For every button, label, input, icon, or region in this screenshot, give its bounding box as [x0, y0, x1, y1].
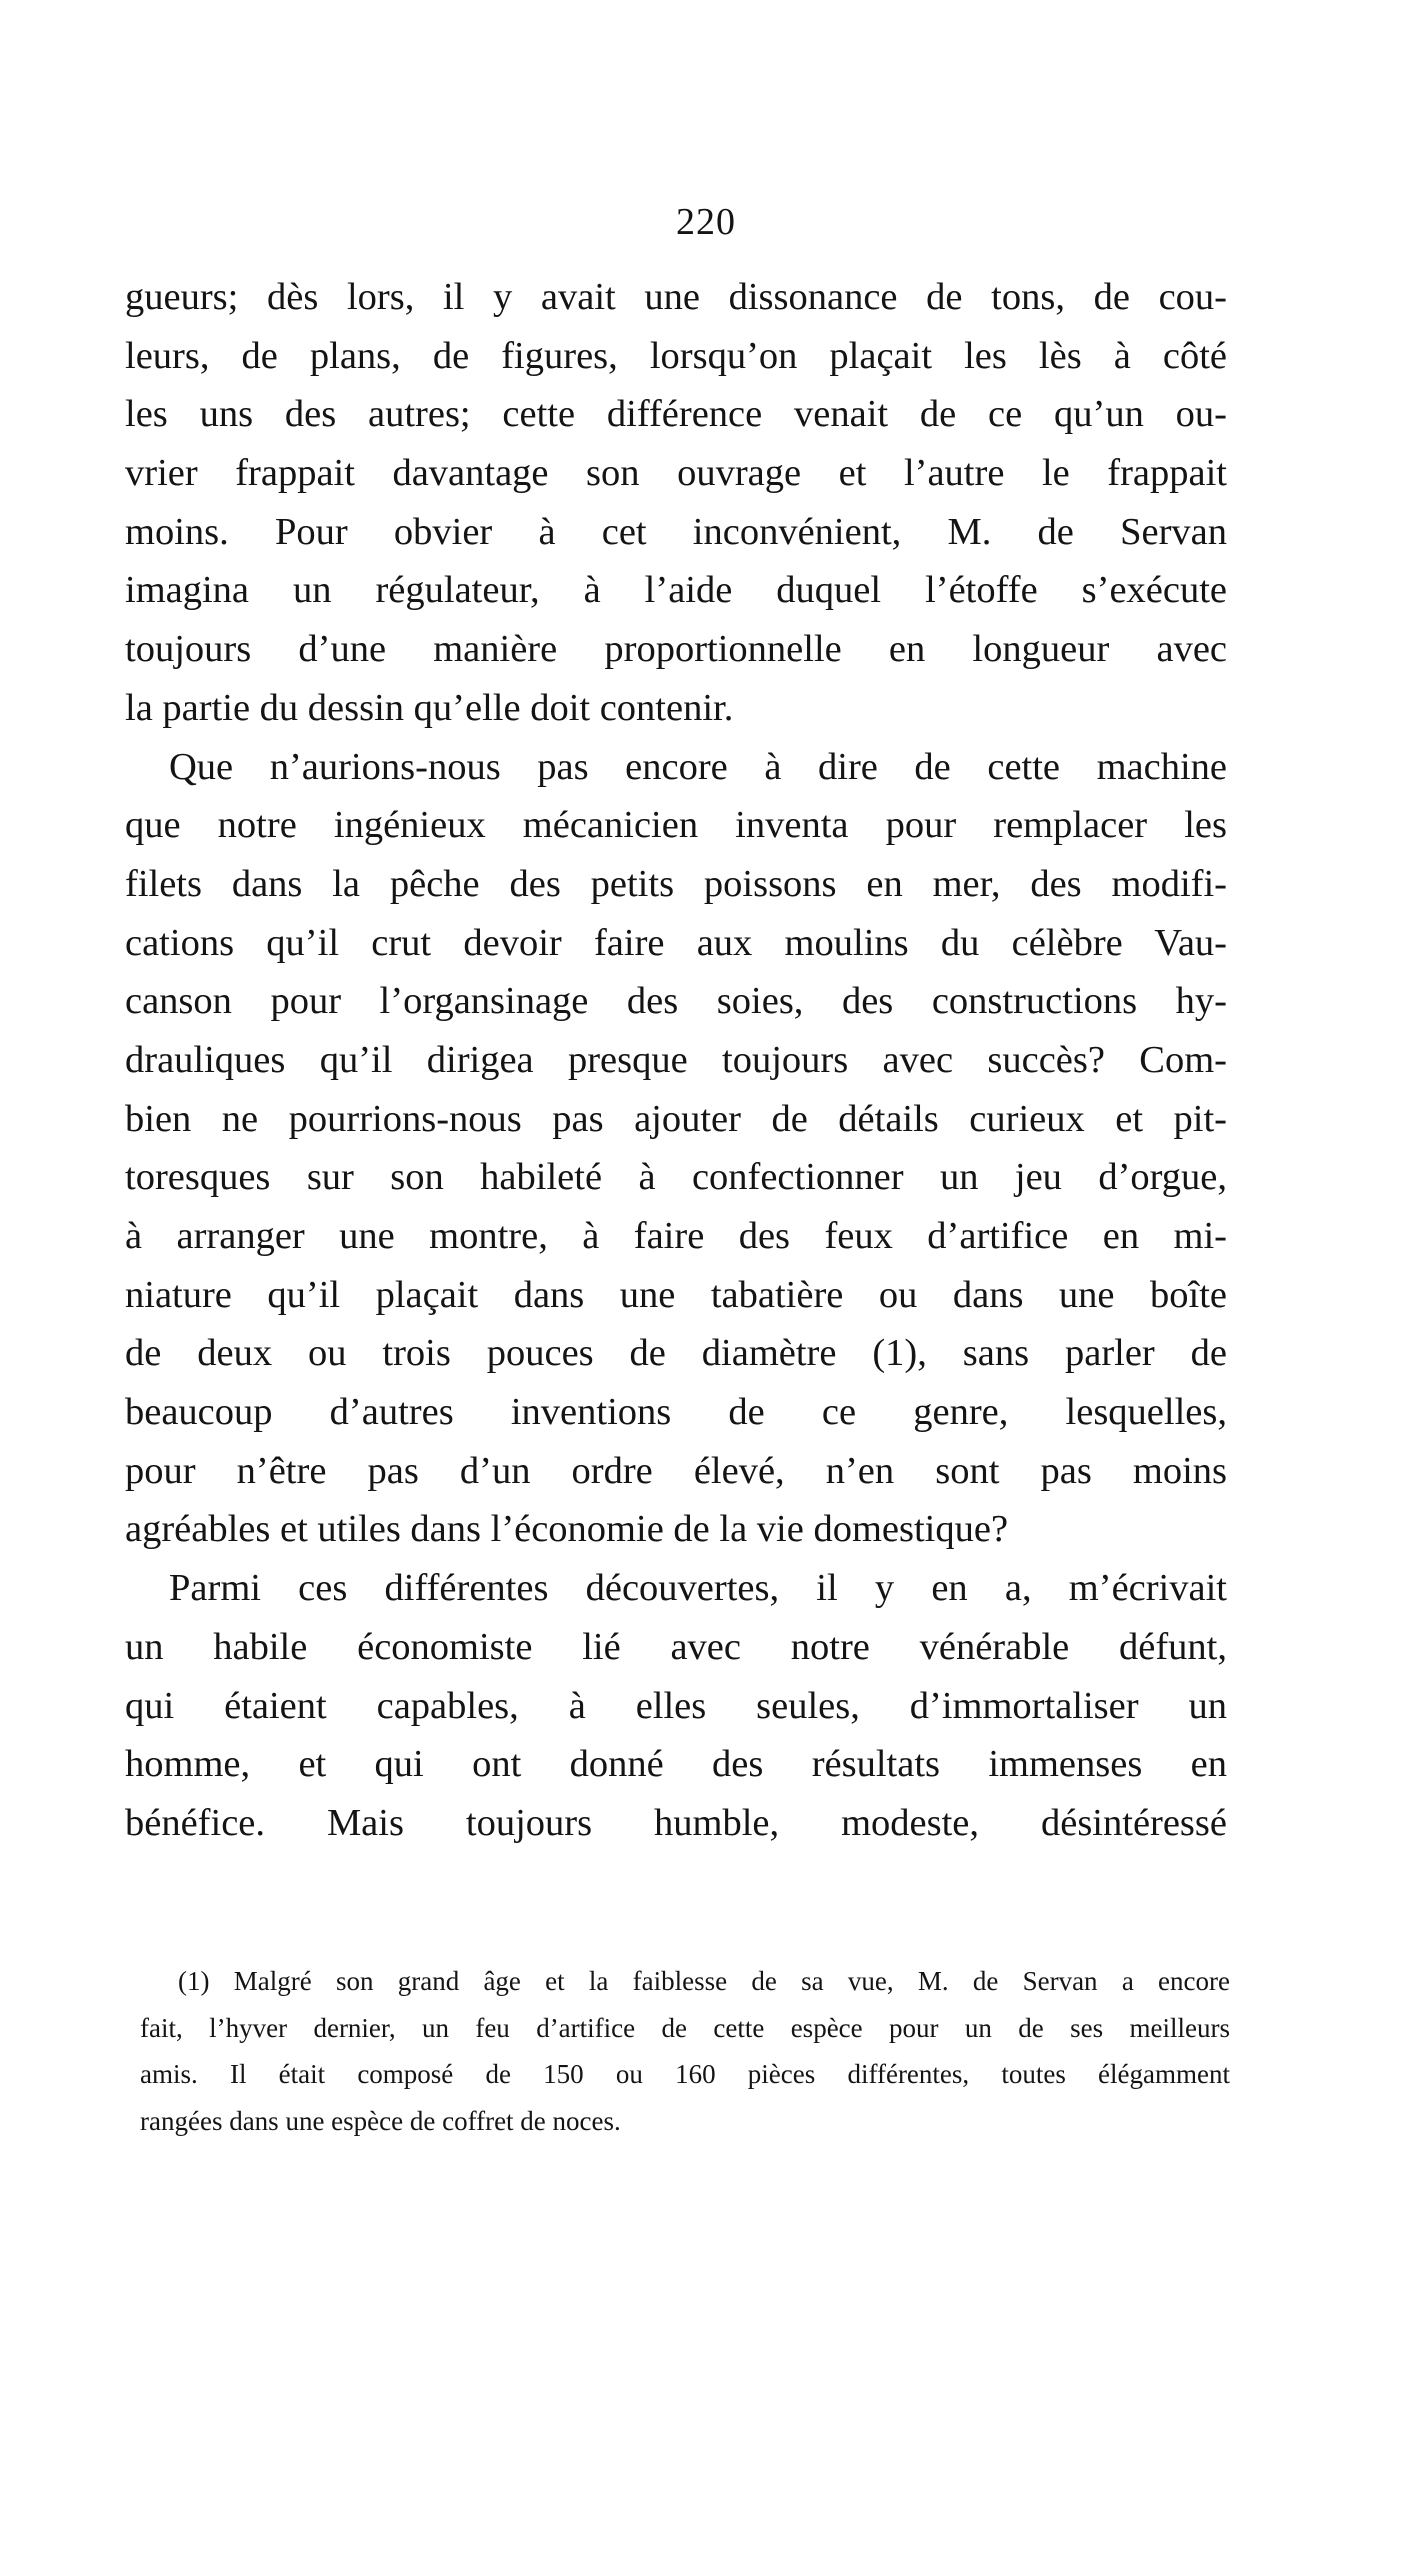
text-line: à arranger une montre, à faire des feux d’artifice en mi- — [125, 1215, 1227, 1257]
text-line: canson pour l’organsinage des soies, des constructions hy- — [125, 980, 1227, 1023]
text-line: bénéfice. Mais toujours humble, modeste, désintéressé — [125, 1801, 1227, 1844]
text-line: que notre ingénieux mécanicien inventa pour remplacer les — [125, 804, 1227, 847]
text-line: niature qu’il plaçait dans une tabatière ou dans une boîte — [125, 1273, 1227, 1316]
footnote — [140, 1958, 1230, 2144]
footnote-line: fait, l’hyver dernier, un feu d’artifice de cette espèce pour un de ses meilleurs — [140, 2012, 1230, 2043]
text-line: imagina un régulateur, à l’aide duquel l’étoffe s’exécute — [125, 569, 1227, 612]
text-line: toresques sur son habileté à confectionner un jeu d’orgue, — [125, 1156, 1227, 1199]
text-line: de deux ou trois pouces de diamètre (1), sans parler de — [125, 1332, 1227, 1375]
footnote-line: rangées dans une espèce de coffret de noces. — [140, 2105, 621, 2136]
page-number: 220 — [676, 201, 736, 243]
text-line: leurs, de plans, de figures, lorsqu’on plaçait les lès à côté — [125, 334, 1227, 377]
text-line: les uns des autres; cette différence venait de ce qu’un ou- — [125, 393, 1227, 436]
text-line: filets dans la pêche des petits poissons en mer, des modifi- — [125, 862, 1227, 905]
text-line: homme, et qui ont donné des résultats immenses en — [125, 1743, 1227, 1786]
footnote-line: (1) Malgré son grand âge et la faiblesse de sa vue, M. de Servan a encore — [178, 1966, 1230, 1996]
text-line: cations qu’il crut devoir faire aux moulins du célèbre Vau- — [125, 921, 1227, 964]
text-line: la partie du dessin qu’elle doit contenir. — [125, 686, 734, 729]
text-line: Que n’aurions-nous pas encore à dire de cette machine — [169, 745, 1227, 788]
text-line: vrier frappait davantage son ouvrage et l’autre le frappait — [125, 452, 1227, 495]
text-line: qui étaient capables, à elles seules, d’immortaliser un — [125, 1684, 1227, 1727]
text-line: drauliques qu’il dirigea presque toujours avec succès? Com- — [125, 1038, 1227, 1081]
text-line: un habile économiste lié avec notre vénérable défunt, — [125, 1625, 1227, 1668]
footnote-line: amis. Il était composé de 150 ou 160 pièces différentes, toutes élégamment — [140, 2059, 1230, 2089]
text-line: agréables et utiles dans l’économie de la vie domestique? — [125, 1508, 1009, 1551]
text-line: beaucoup d’autres inventions de ce genre, lesquelles, — [125, 1391, 1227, 1434]
text-line: moins. Pour obvier à cet inconvénient, M. de Servan — [125, 510, 1227, 553]
text-line: Parmi ces différentes découvertes, il y en a, m’écrivait — [169, 1567, 1227, 1610]
text-line: bien ne pourrions-nous pas ajouter de détails curieux et pit- — [125, 1097, 1227, 1140]
text-line: gueurs; dès lors, il y avait une dissonance de tons, de cou- — [125, 276, 1227, 318]
main-text — [125, 268, 1227, 1853]
text-line: pour n’être pas d’un ordre élevé, n’en sont pas moins — [125, 1449, 1227, 1492]
text-line: toujours d’une manière proportionnelle en longueur avec — [125, 628, 1227, 671]
